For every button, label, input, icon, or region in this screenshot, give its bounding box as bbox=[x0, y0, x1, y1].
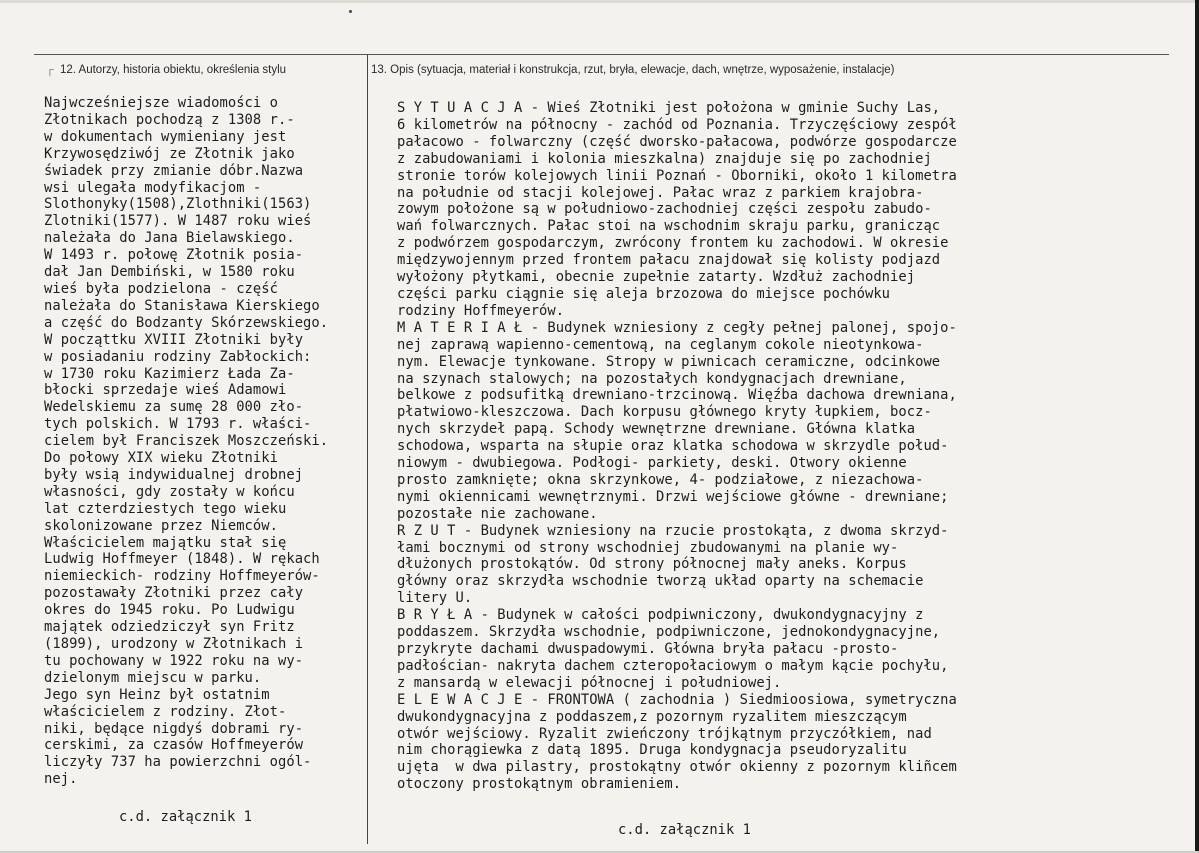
right-section-title: 13. Opis (sytuacja, materiał i konstrukcja, rzut, bryła, elewacje, dach, wnętrze, wyposażenie, instalacje) bbox=[371, 64, 895, 76]
history-text: Najwcześniejsze wiadomości o Złotnikach pochodzą z 1308 r.- w dokumentach wymieniany jest Krzywosędziwój ze Złotnik jako świadek przy zmianie dóbr.Nazwa wsi ulegała modyfikacjom - Slothonyky(1508),Zlothniki(1563) Zlotniki(1577). W 1487 roku wieś należała do Jana Bielawskiego. W 1493 r. połowę Złotnik posia- dał Jan Dembiński, w 1580 roku wieś była podzielona - część należała do Stanisława Kierskiego a część do Bodzanty Skórzewskiego. W począttku XVIII Złotniki były w posiadaniu rodziny Zabłockich: w 1730 roku Kazimierz Łada Za- błocki sprzedaje wieś Adamowi Wedelskiemu za sumę 28 000 zło- tych polskich. W 1793 r. właści- cielem był Franciszek Moszczeński. Do połowy XIX wieku Złotniki były wsią indywidualnej drobnej własności, gdy zostały w końcu lat czterdziestych tego wieku skolonizowane przez Niemców. Właścicielem majątku stał się Ludwig Hoffmeyer (1848). W rękach niemieckich- rodziny Hoffmeyerów- pozostawały Złotniki przez cały okres do 1945 roku. Po Ludwigu majątek odziedziczył syn Fritz (1899), urodzony w Złotnikach i tu pochowany w 1922 roku na wy- dzielonym miejscu w parku. Jego syn Heinz był ostatnim właścicielem z rodziny. Złot- niki, będące nigdyś dobrami ry- cerskimi, za czasów Hoffmeyerów liczyły 737 ha powierzchni ogól- nej. bbox=[44, 95, 329, 788]
right-continuation-note: c.d. załącznik 1 bbox=[618, 822, 751, 838]
description-text: S Y T U A C J A - Wieś Złotniki jest położona w gminie Suchy Las, 6 kilometrów na północny - zachód od Poznania. Trzyczęściowy zespół pałacowo - folwarczny (część dworsko-pałacowa, podwórze gospodarcze z zabudowaniami i kolonia mieszkalna) znajduje się po zachodniej stronie torów kolejowych linii Poznań - Oborniki, około 1 kilometra na południe od stacji kolejowej. Pałac wraz z parkiem krajobra- zowym położone są w południowo-zachodniej części zespołu zabudo- wań folwarcznych. Pałac stoi na wschodnim skraju parku, granicząc z podwórzem gospodarczym, zwrócony frontem ku zachodowi. W okresie międzywojennym przed frontem pałacu znajdował się kolisty podjazd wyłożony płytkami, obecnie zupełnie zatarty. Wzdłuż zachodniej części parku ciągnie się aleja brzozowa do miejsce pochówku rodziny Hoffmeyerów. M A T E R I A Ł - Budynek wzniesiony z cegły pełnej palonej, spojo- nej zaprawą wapienno-cementową, na ceglanym cokole nieotynkowa- nym. Elewacje tynkowane. Stropy w piwnicach ceramiczne, odcinkowe na szynach stalowych; na pozostałych kondygnacjach drewniane, belkowe z podsufitką drewniano-trzcinową. Więźba dachowa drewniana, płatwiowo-kleszczowa. Dach korpusu głównego kryty łupkiem, bocz- nych skrzydeł papą. Schody wewnętrzne drewniane. Główna klatka schodowa, wsparta na słupie oraz klatka schodowa w skrzydle połud- niowym - dwubiegowa. Podłogi- parkiety, deski. Otwory okienne prosto zamknięte; okna skrzynkowe, 4- podziałowe, z niezachowa- nymi okiennicami wewnętrznymi. Drzwi wejściowe główne - drewniane; pozostałe nie zachowane. R Z U T - Budynek wzniesiony na rzucie prostokąta, z dwoma skrzyd- łami bocznymi od strony wschodniej zbudowanymi na planie wy- dłużonych prostokątów. Od strony północnej mały aneks. Korpus główny oraz skrzydła wschodnie tworzą układ oparty na schemacie litery U. B R Y Ł A - Budynek w całości podpiwniczony, dwukondygnacyjny z poddaszem. Skrzydła wschodnie, podpiwniczone, jednokondygnacyjne, przykryte dachami dwuspadowymi. Główna bryła pałacu -prosto- padłościan- nakryta dachem czteropołaciowym o małym kącie pochyłu, z mansardą w elewacji północnej i południowej. E L E W A C J E - FRONTOWA ( zachodnia ) Siedmioosiowa, symetryczna dwukondygnacyjna z poddaszem,z pozornym ryzalitem mieszczącym otwór wejściowy. Ryzalit zwieńczony trójkątnym przyczółkiem, nad nim chorągiewka z datą 1895. Druga kondygnacja pseudoryzalitu ujęta w dwa pilastry, prostokątny otwór okienny z pozornym kliñcem otoczony prostokątnym obramieniem. bbox=[397, 100, 957, 793]
left-continuation-note: c.d. załącznik 1 bbox=[119, 809, 252, 825]
ink-dot bbox=[349, 10, 352, 13]
column-divider bbox=[367, 54, 368, 844]
left-section-title: 12. Autorzy, historia obiektu, określenia stylu bbox=[60, 64, 287, 76]
header-rule bbox=[34, 54, 1169, 55]
corner-mark-icon: ┌ bbox=[46, 64, 54, 76]
top-edge bbox=[0, 0, 1199, 3]
right-edge bbox=[1195, 0, 1199, 853]
